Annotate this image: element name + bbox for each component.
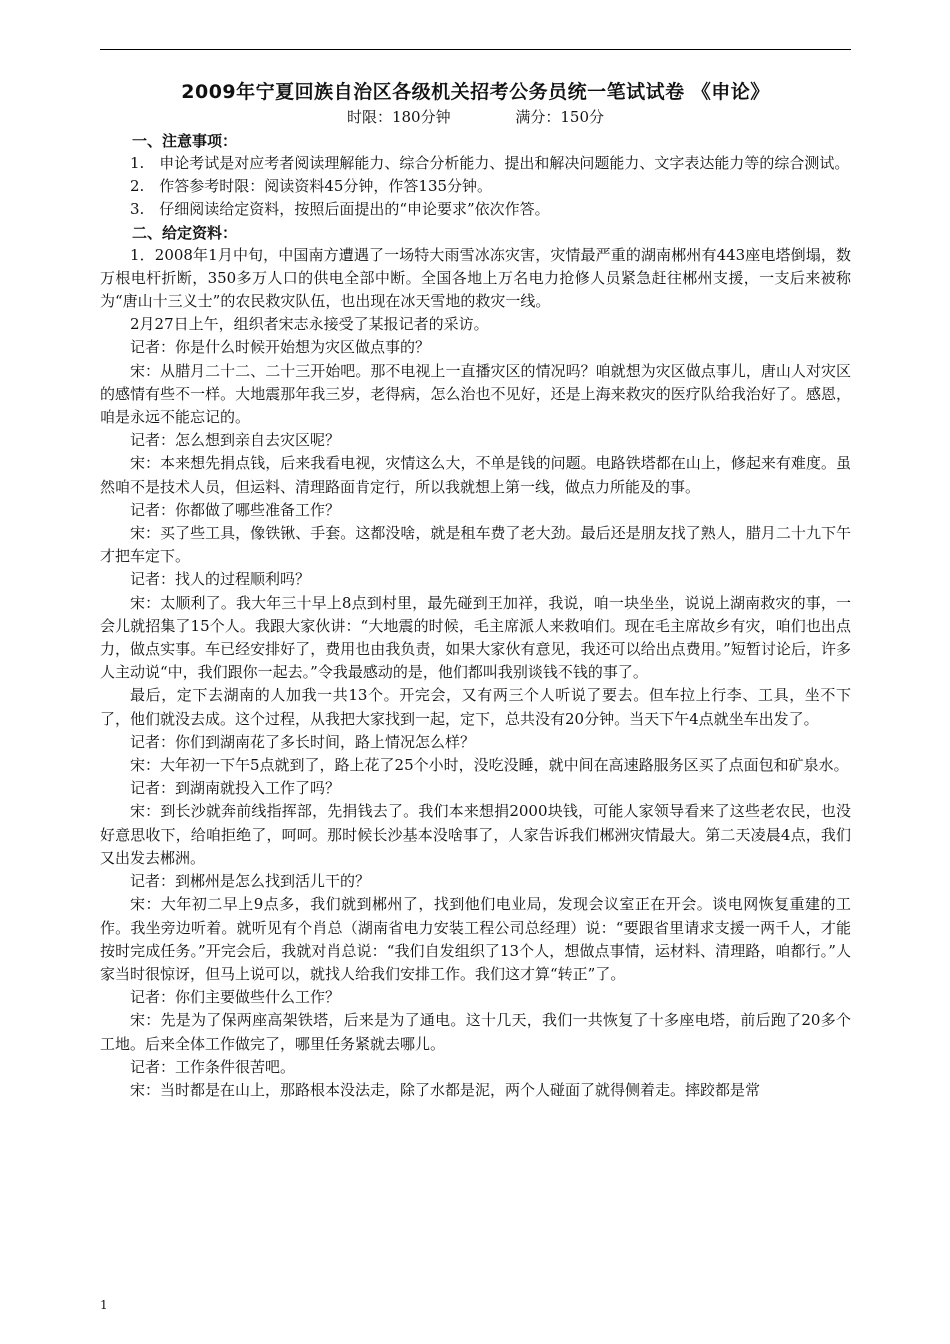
page-title: 2009年宁夏回族自治区各级机关招考公务员统一笔试试卷 《申论》 [181,81,770,103]
paragraph: 最后，定下去湖南的人加我一共13个。开完会，又有两三个人听说了要去。但车拉上行李、工具，坐不下了，他们就没去成。这个过程，从我把大家找到一起，定下，总共没有20分钟。当天下午4点就坐车出发了。 [100,686,851,728]
document-body [100,70,851,1102]
section-heading: 一、注意事项： [132,132,238,150]
paragraph: 记者：你们到湖南花了多长时间，路上情况怎么样？ [130,732,476,751]
sections [100,130,851,1102]
paragraph: 宋：先是为了保两座高架铁塔，后来是为了通电。这十几天，我们一共恢复了十多座电塔，前后跑了20多个工地。后来全体工作做完了，哪里任务紧就去哪儿。 [100,1011,851,1053]
full-score: 满分：150分 [515,108,605,126]
paragraph: 宋：大年初二早上9点多，我们就到郴州了，找到他们电业局，发现会议室正在开会。谈电网恢复重建的工作。我坐旁边听着。就听见有个肖总（湖南省电力安装工程公司总经理）说：“要跟省里请求支援一两千人，才能按时完成任务。”开完会后，我就对肖总说：“我们自发组织了13个人，想做点事情，运材料、清理路，咱都行。”人家当时很惊讶，但马上说可以，就找人给我们安排工作。我们这才算“转正”了。 [100,895,851,983]
time-limit: 时限：180分钟 [346,108,451,126]
section-heading: 二、给定资料： [132,223,238,242]
paragraph: 宋：买了些工具，像铁锹、手套。这都没啥，就是租车费了老大劲。最后还是朋友找了熟人，腊月二十九下午才把车定下。 [100,524,851,566]
paragraph: 1. 申论考试是对应考者阅读理解能力、综合分析能力、提出和解决问题能力、文字表达能力等的综合测试。 [130,154,850,172]
header-rule [100,49,851,50]
page-number: 1 [100,1298,108,1312]
paragraph: 宋：太顺利了。我大年三十早上8点到村里，最先碰到王加祥，我说，咱一块坐坐，说说上湖南救灾的事，一会儿就招集了15个人。我跟大家伙讲：“大地震的时候，毛主席派人来救咱们。现在毛主席故乡有灾，咱们也出点力，做点实事。车已经安排好了，费用也由我负责，如果大家伙有意见，我还可以给出点费用。”短暂讨论后，许多人主动说“中，我们跟你一起去。”令我最感动的是，他们都叫我别谈钱不钱的事了。 [100,593,851,682]
paragraph: 记者：怎么想到亲自去灾区呢？ [130,431,341,450]
paragraph: 记者：你们主要做些什么工作？ [130,988,341,1007]
paragraph: 记者：你是什么时候开始想为灾区做点事的？ [130,338,431,357]
paragraph: 2月27日上午，组织者宋志永接受了某报记者的采访。 [130,315,489,334]
paragraph: 2. 作答参考时限：阅读资料45分钟，作答135分钟。 [130,177,493,196]
paragraph: 宋：本来想先捐点钱，后来我看电视，灾情这么大，不单是钱的问题。电路铁塔都在山上，修起来有难度。虽然咱不是技术人员，但运料、清理路面肯定行，所以我就想上第一线，做点力所能及的事。 [100,454,851,496]
paragraph: 宋：从腊月二十二、二十三开始吧。那不电视上一直播灾区的情况吗？咱就想为灾区做点事儿，唐山人对灾区的感情有些不一样。大地震那年我三岁，老得病，怎么治也不见好，还是上海来救灾的医疗队给我治好了。感恩，咱是永远不能忘记的。 [100,361,851,427]
exam-meta [100,106,851,128]
paragraph: 记者：工作条件很苦吧。 [130,1057,296,1076]
paragraph: 记者：到湖南就投入工作了吗？ [130,779,341,798]
paragraph: 宋：大年初一下午5点就到了，路上花了25个小时，没吃没睡，就中间在高速路服务区买了点面包和矿泉水。 [130,756,849,775]
paragraph: 记者：到郴州是怎么找到活儿干的？ [130,872,371,891]
paragraph: 宋：到长沙就奔前线指挥部，先捐钱去了。我们本来想捐2000块钱，可能人家领导看来了这些老农民，也没好意思收下，给咱拒绝了，呵呵。那时候长沙基本没啥事了，人家告诉我们郴洲灾情最大。第二天凌晨4点，我们又出发去郴洲。 [100,802,851,867]
paragraph: 记者：你都做了哪些准备工作？ [130,500,341,519]
paragraph: 记者：找人的过程顺利吗？ [130,570,311,589]
paragraph: 宋：当时都是在山上，那路根本没法走，除了水都是泥，两个人碰面了就得侧着走。摔跤都是常 [130,1080,761,1099]
paragraph: 1．2008年1月中旬，中国南方遭遇了一场特大雨雪冰冻灾害，灾情最严重的湖南郴州有443座电塔倒塌，数万根电杆折断，350多万人口的供电全部中断。全国各地上万名电力抢修人员紧急赶往郴州支援，一支后来被称为“唐山十三义士”的农民救灾队伍，也出现在冰天雪地的救灾一线。 [100,245,851,311]
paragraph: 3. 仔细阅读给定资料，按照后面提出的“申论要求”依次作答。 [130,200,550,219]
